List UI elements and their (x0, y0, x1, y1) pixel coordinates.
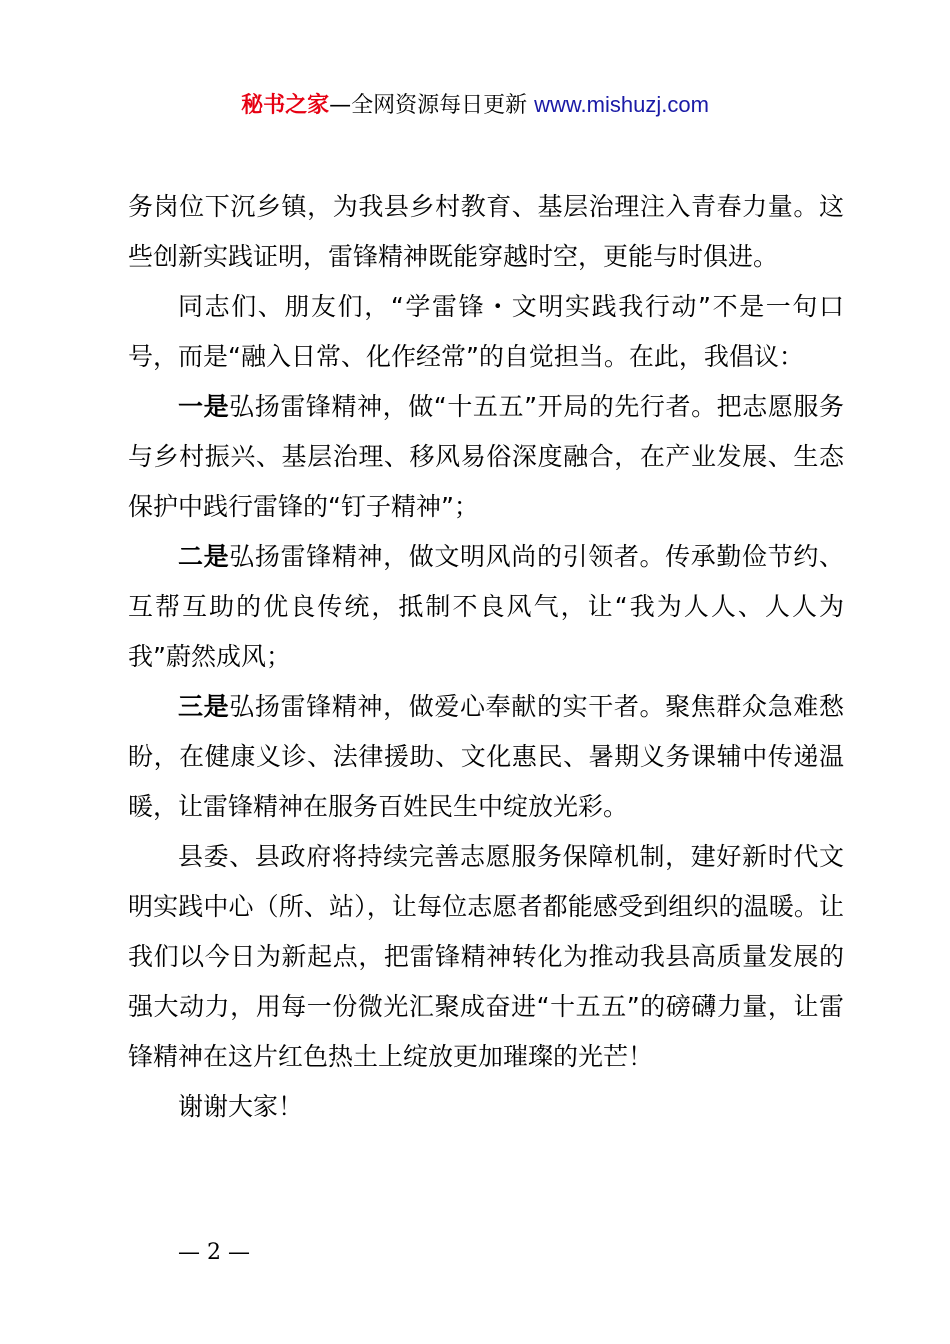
proposal-lead: 一是 (178, 392, 230, 421)
paragraph-text: 务岗位下沉乡镇，为我县乡村教育、基层治理注入青春力量。这些创新实践证明，雷锋精神既能穿越时空，更能与时俱进。 (128, 192, 844, 271)
paragraph-continuation (128, 182, 844, 282)
proposal-lead: 三是 (178, 692, 230, 721)
paragraph-text: 弘扬雷锋精神，做“十五五”开局的先行者。把志愿服务与乡村振兴、基层治理、移风易俗深度融合，在产业发展、生态保护中践行雷锋的“钉子精神”； (128, 392, 844, 521)
site-tagline: —全网资源每日更新 (329, 93, 535, 118)
proposal-lead: 二是 (178, 542, 230, 571)
page-number: — 2 — (178, 1240, 250, 1265)
paragraph-text: 弘扬雷锋精神，做文明风尚的引领者。传承勤俭节约、互帮互助的优良传统，抵制不良风气，让“我为人人、人人为我”蔚然成风； (128, 542, 844, 671)
paragraph-text: 弘扬雷锋精神，做爱心奉献的实干者。聚焦群众急难愁盼，在健康义诊、法律援助、文化惠民、暑期义务课辅中传递温暖，让雷锋精神在服务百姓民生中绽放光彩。 (128, 692, 844, 821)
document-body (128, 182, 844, 1132)
paragraph-proposal-3 (128, 682, 844, 832)
site-header (0, 88, 950, 123)
site-url-link[interactable]: www.mishuzj.com (534, 92, 709, 117)
paragraph-proposal-2 (128, 532, 844, 682)
paragraph-text: 同志们、朋友们，“学雷锋・文明实践我行动”不是一句口号，而是“融入日常、化作经常”的自觉担当。在此，我倡议： (128, 292, 844, 371)
paragraph-text: 县委、县政府将持续完善志愿服务保障机制，建好新时代文明实践中心（所、站），让每位志愿者都能感受到组织的温暖。让我们以今日为新起点，把雷锋精神转化为推动我县高质量发展的强大动力，用每一份微光汇聚成奋进“十五五”的磅礴力量，让雷锋精神在这片红色热土上绽放更加璀璨的光芒！ (128, 842, 844, 1071)
site-brand: 秘书之家 (241, 93, 330, 118)
paragraph-commitment (128, 832, 844, 1082)
paragraph-address (128, 282, 844, 382)
paragraph-proposal-1 (128, 382, 844, 532)
paragraph-text: 谢谢大家！ (178, 1092, 304, 1121)
paragraph-closing (128, 1082, 844, 1132)
